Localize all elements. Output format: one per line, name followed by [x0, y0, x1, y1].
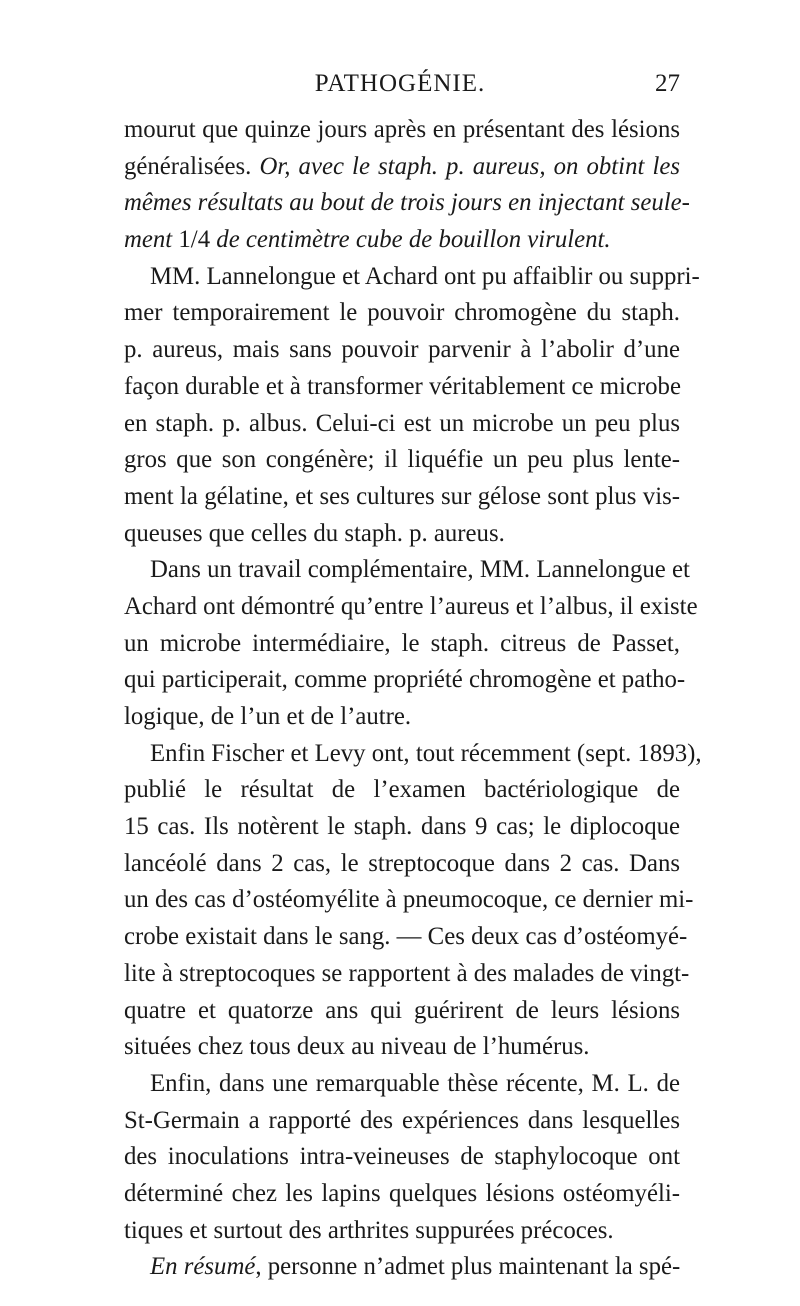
text-segment: crobe existait dans le sang. — Ces deux cas d’ostéomyé- [124, 923, 688, 951]
text-line [124, 369, 680, 406]
text-line [124, 222, 680, 259]
text-segment: queuses que celles du staph. p. aureus. [124, 519, 505, 547]
text-line [124, 626, 680, 663]
text-line [124, 406, 680, 443]
text-segment: Enfin, dans une remarquable thèse récente, M. L. de [150, 1069, 680, 1097]
italic-text: Or, avec le staph. p. aureus, on obtint les [259, 152, 680, 180]
running-header [120, 68, 680, 108]
text-segment: Dans un travail complémentaire, MM. Lannelongue et [150, 556, 690, 584]
text-segment: MM. Lannelongue et Achard ont pu affaiblir ou suppri- [150, 262, 700, 290]
text-segment: publié le résultat de l’examen bactériologique de [124, 776, 680, 804]
text-segment: , personne n’admet plus maintenant la spé- [255, 1253, 681, 1281]
text-segment: situées chez tous deux au niveau de l’humérus. [124, 1033, 590, 1061]
text-segment: 1/4 [178, 226, 217, 254]
text-segment: tiques et surtout des arthrites suppurées précoces. [124, 1216, 614, 1244]
text-line [124, 809, 680, 846]
text-line [124, 589, 698, 626]
text-line [124, 185, 690, 222]
text-line [124, 1066, 680, 1103]
text-segment: façon durable et à transformer véritablement ce microbe [124, 372, 681, 400]
text-line [124, 552, 690, 589]
text-line [124, 882, 694, 919]
text-line [124, 1176, 680, 1213]
text-line [124, 1103, 680, 1140]
text-line [124, 1213, 680, 1250]
text-segment: logique, de l’un et de l’autre. [124, 703, 412, 730]
text-line [124, 919, 688, 956]
text-segment: lite à streptocoques se rapportent à des malades de vingt- [124, 959, 690, 987]
text-segment: gros que son congénère; il liquéfie un peu plus lente- [124, 446, 680, 474]
text-line [124, 772, 680, 809]
body-text [124, 112, 702, 1286]
text-line [124, 1139, 680, 1176]
italic-text: mêmes résultats au bout de trois jours en injectant seule- [124, 189, 690, 217]
text-segment: Enfin Fischer et Levy ont, tout récemment (sept. 1893), [150, 739, 702, 767]
text-segment: p. aureus, mais sans pouvoir parvenir à l’abolir d’une [124, 336, 680, 364]
text-line [124, 479, 680, 516]
text-line [124, 736, 702, 773]
text-segment: St-Germain a rapporté des expériences dans lesquelles [124, 1106, 680, 1134]
text-segment: mer temporairement le pouvoir chromogène du staph. [124, 299, 680, 327]
text-line [124, 662, 686, 699]
italic-text: de centimètre cube de bouillon virulent. [216, 226, 611, 254]
text-line [124, 442, 680, 479]
text-line [124, 956, 690, 993]
text-segment: qui participerait, comme propriété chromogène et patho- [124, 666, 686, 694]
text-line [124, 1249, 680, 1286]
text-line [124, 149, 680, 186]
italic-text: En résumé [150, 1253, 256, 1281]
text-line [124, 295, 680, 332]
text-line [124, 699, 680, 736]
text-line [124, 993, 680, 1030]
text-segment: ment la gélatine, et ses cultures sur gélose sont plus vis- [124, 482, 680, 510]
text-segment: en staph. p. albus. Celui-ci est un microbe un peu plus [124, 409, 680, 437]
text-segment: 15 cas. Ils notèrent le staph. dans 9 cas; le diplocoque [124, 813, 680, 841]
text-line [124, 1029, 680, 1066]
text-segment: un des cas d’ostéomyélite à pneumocoque, ce dernier mi- [124, 886, 694, 914]
text-segment: un microbe intermédiaire, le staph. citreus de Passet, [124, 629, 680, 657]
italic-text: ment [124, 226, 179, 254]
chapter-title: PATHOGÉNIE. [314, 70, 486, 97]
text-segment: quatre et quatorze ans qui guérirent de leurs lésions [124, 996, 680, 1024]
text-line [124, 846, 680, 883]
text-segment: lancéolé dans 2 cas, le streptocoque dans 2 cas. Dans [124, 849, 680, 877]
text-line [124, 112, 680, 149]
page-number: 27 [655, 70, 680, 97]
text-line [124, 332, 680, 369]
text-segment: généralisées. [124, 152, 260, 180]
text-segment: déterminé chez les lapins quelques lésions ostéomyéli- [124, 1179, 680, 1207]
text-line [124, 259, 700, 296]
text-line [124, 516, 680, 553]
text-segment: Achard ont démontré qu’entre l’aureus et l’albus, il existe [124, 592, 698, 620]
text-segment: mourut que quinze jours après en présentant des lésions [124, 116, 680, 143]
text-segment: des inoculations intra-veineuses de staphylocoque ont [124, 1143, 680, 1171]
